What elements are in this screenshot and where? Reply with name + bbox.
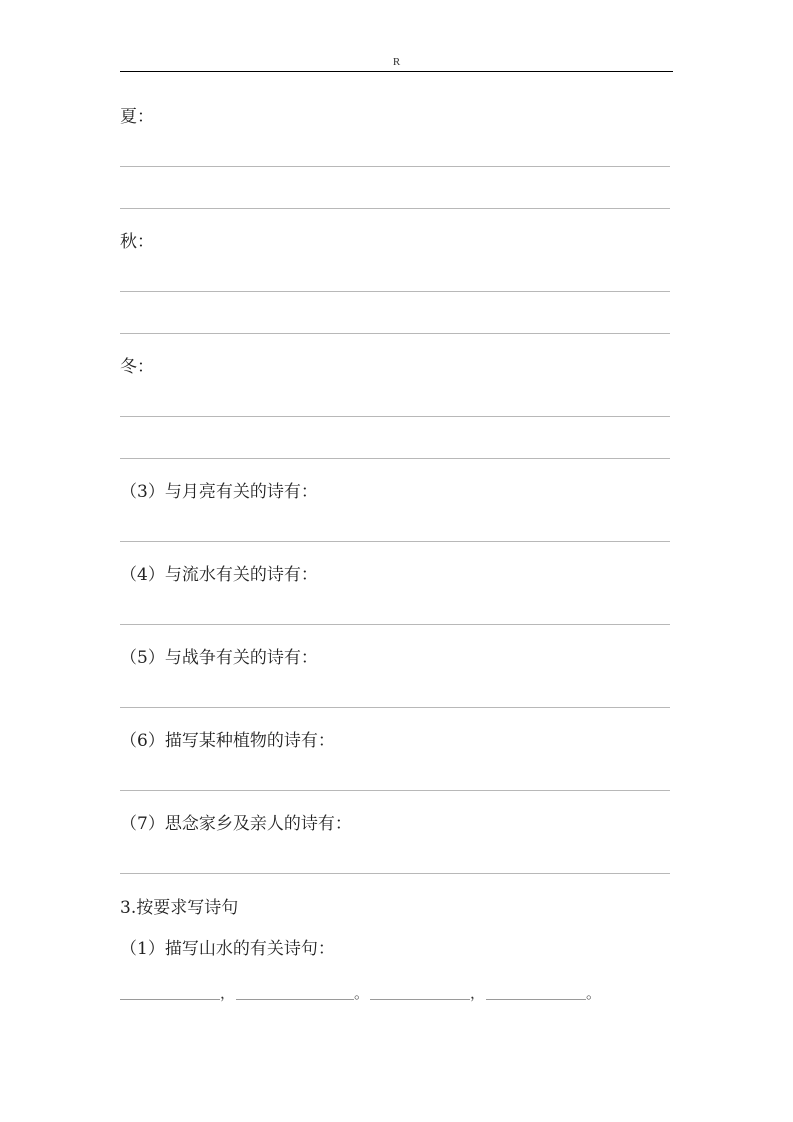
answer-line[interactable] [120, 333, 670, 334]
answer-line[interactable] [120, 416, 670, 417]
part-3-sub-1-label: （1）描写山水的有关诗句： [120, 939, 335, 959]
section-autumn-label: 秋： [120, 232, 154, 252]
fill-blank[interactable] [236, 985, 354, 1000]
answer-line[interactable] [120, 790, 670, 791]
answer-line[interactable] [120, 873, 670, 874]
answer-line[interactable] [120, 166, 670, 167]
section-summer-label: 夏： [120, 107, 154, 127]
part-3-title: 3.按要求写诗句 [120, 898, 239, 918]
section-winter-label: 冬： [120, 357, 154, 377]
punctuation-mark: 。 [586, 984, 602, 1002]
question-6-label: （6）描写某种植物的诗有： [120, 731, 335, 751]
question-5-label: （5）与战争有关的诗有： [120, 648, 318, 668]
punctuation-mark: ， [220, 984, 236, 1002]
punctuation-mark: ， [470, 984, 486, 1002]
fill-in-line [120, 982, 602, 1004]
punctuation-mark: 。 [354, 984, 370, 1002]
fill-blank[interactable] [120, 985, 220, 1000]
answer-line[interactable] [120, 291, 670, 292]
header-rule [120, 71, 673, 72]
header-mark: R [392, 56, 401, 68]
answer-line[interactable] [120, 624, 670, 625]
question-3-label: （3）与月亮有关的诗有： [120, 482, 318, 502]
fill-blank[interactable] [486, 985, 586, 1000]
answer-line[interactable] [120, 707, 670, 708]
fill-blank[interactable] [370, 985, 470, 1000]
answer-line[interactable] [120, 208, 670, 209]
answer-line[interactable] [120, 541, 670, 542]
answer-line[interactable] [120, 458, 670, 459]
question-4-label: （4）与流水有关的诗有： [120, 565, 318, 585]
question-7-label: （7）思念家乡及亲人的诗有： [120, 814, 352, 834]
